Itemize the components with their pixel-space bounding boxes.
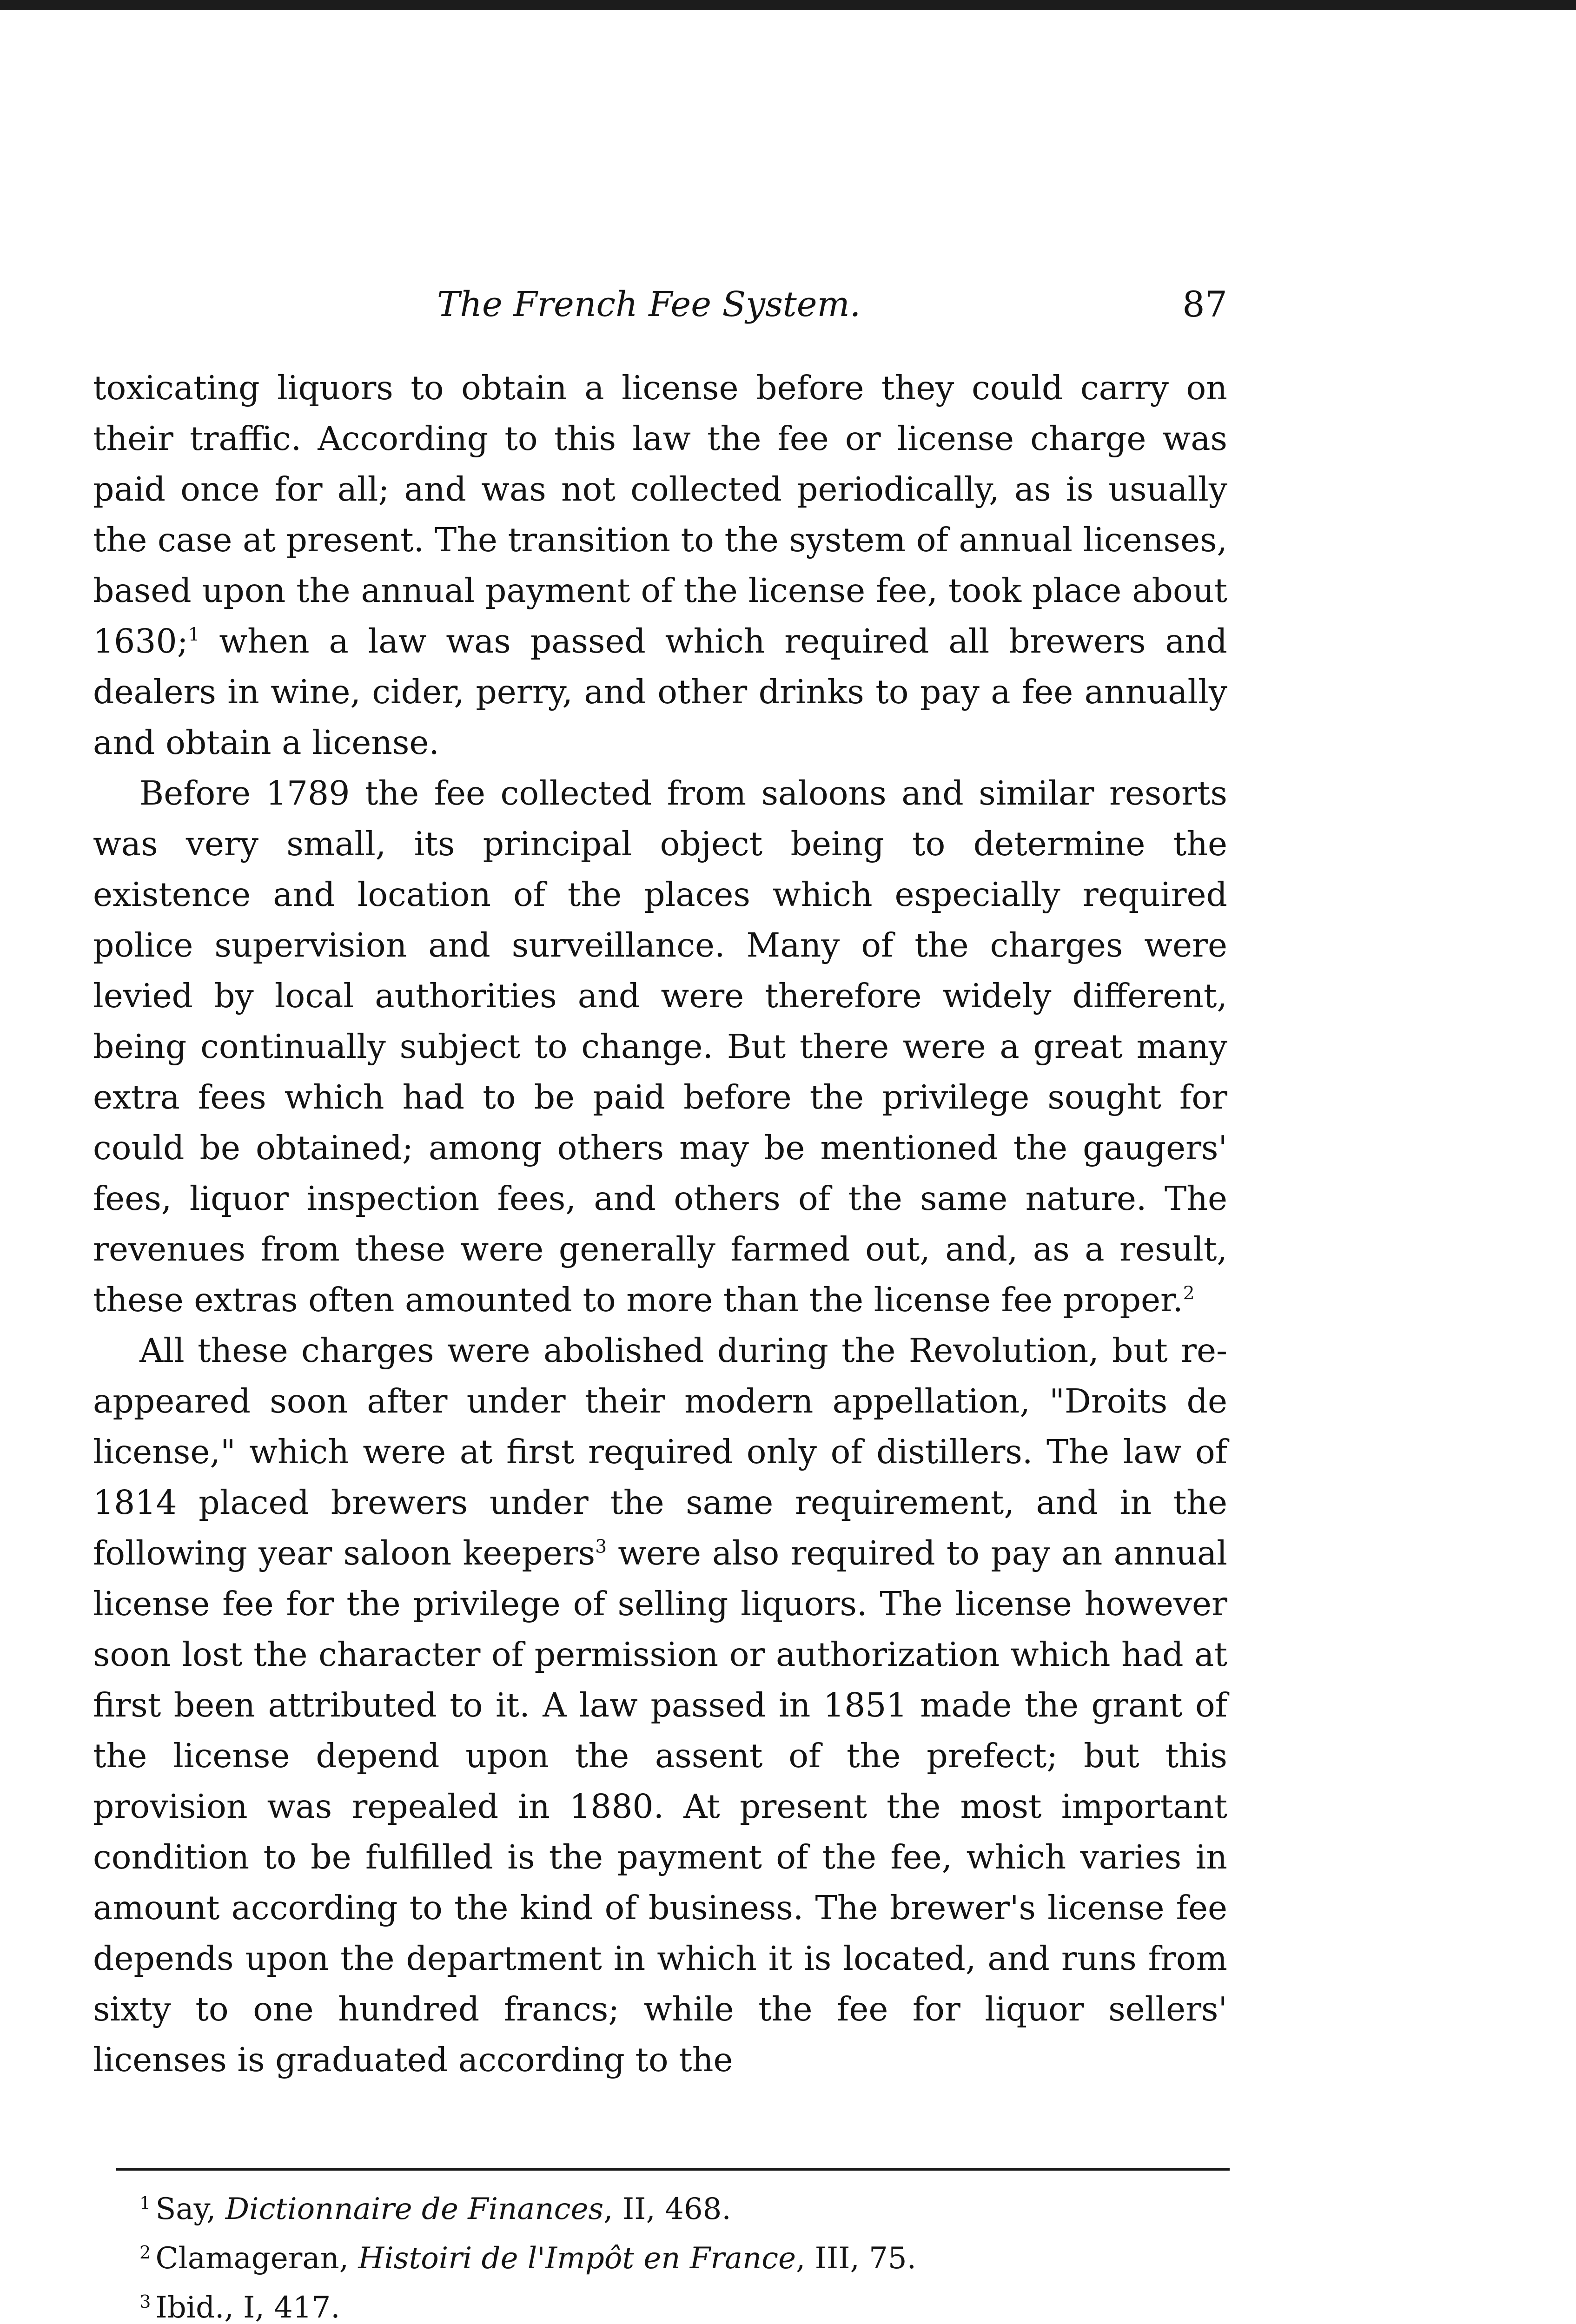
paragraph-text: Before 1789 the fee collected from saloons and similar resorts was very small, its principal object being to determine the existence and location of the places which especially required police supervision and surveillance. Many of the charges were levied by local authorities and were therefore widely different, being continually subject to change. But there were a great many extra fees which had to be paid before the privilege sought for could be obtained; among others may be mentioned the gaugers' fees, liquor inspection fees, and others of the same nature. The revenues from these were generally farmed out, and, as a result, these extras often amounted to more than the license fee proper. bbox=[93, 774, 1227, 1319]
footnote-author: Ibid., I, 417. bbox=[155, 2291, 340, 2324]
paragraph-text: toxicating liquors to obtain a license before they could carry on their traffic. According to this law the fee or license charge was paid once for all; and was not collected periodically, as is usually the case at present. The transition to the system of annual licenses, based upon the annual payment of the license fee, took place about 1630; bbox=[93, 369, 1227, 660]
footnotes bbox=[139, 2185, 1209, 2324]
body-text bbox=[93, 363, 1227, 2085]
footnote-author: Clamageran, bbox=[155, 2241, 358, 2276]
footnote-rule bbox=[116, 2168, 1230, 2171]
footnote-1 bbox=[139, 2185, 1209, 2234]
footnote-reference: 1 bbox=[188, 624, 200, 646]
footnote-citation: , III, 75. bbox=[795, 2241, 916, 2276]
paragraph bbox=[93, 768, 1227, 1325]
footnote-2 bbox=[139, 2234, 1209, 2283]
footnote-mark: 3 bbox=[139, 2291, 151, 2312]
scan-top-edge bbox=[0, 0, 1576, 10]
footnote-citation: , II, 468. bbox=[603, 2192, 731, 2226]
page-header bbox=[93, 279, 1227, 330]
footnote-reference: 3 bbox=[595, 1536, 607, 1558]
paragraph bbox=[93, 363, 1227, 768]
footnote-title: Histoiri de l'Impôt en France bbox=[358, 2241, 796, 2276]
paragraph-text: were also required to pay an annual license fee for the privilege of selling liquors. The license however soon lost the character of permission or authorization which had at first been attributed to it. A law passed in 1851 made the grant of the license depend upon the assent of the prefect; but this provision was repealed in 1880. At present the most important condition to be fulfilled is the payment of the fee, which varies in amount according to the kind of business. The brewer's license fee depends upon the department in which it is located, and runs from sixty to one hundred francs; while the fee for liquor sellers' licenses is graduated according to the bbox=[93, 1534, 1227, 2079]
footnote-mark: 2 bbox=[139, 2242, 151, 2263]
page-number: 87 bbox=[1182, 284, 1227, 325]
footnote-reference: 2 bbox=[1183, 1283, 1195, 1304]
paragraph-text: All these charges were abolished during the Revolution, but re-appeared soon after under their modern appellation, "Droits de license," which were at first required only of distillers. The law of 1814 placed brewers under the same requirement, and in the following year saloon keepers bbox=[93, 1331, 1227, 1572]
footnote-mark: 1 bbox=[139, 2192, 151, 2214]
running-title: The French Fee System. bbox=[437, 284, 861, 324]
footnote-title: Dictionnaire de Finances bbox=[225, 2192, 604, 2226]
footnote-3 bbox=[139, 2283, 1209, 2324]
paragraph-text: when a law was passed which required all brewers and dealers in wine, cider, perry, and other drinks to pay a fee annually and obtain a license. bbox=[93, 622, 1227, 762]
footnote-author: Say, bbox=[155, 2192, 225, 2226]
paragraph bbox=[93, 1325, 1227, 2085]
